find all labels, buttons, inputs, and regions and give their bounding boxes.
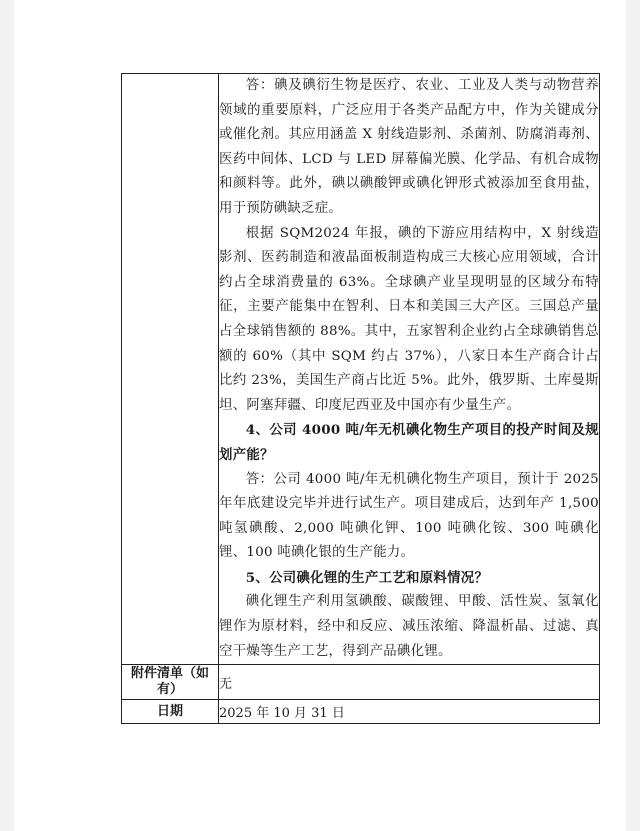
attachments-value: 无: [219, 665, 600, 700]
answer-paragraph-market: 根据 SQM2024 年报，碘的下游应用结构中，X 射线造影剂、医药制造和液晶面板制造构成三大核心应用领域，合计约占全球消费量的 63%。全球碘产业呈现明显的区域分布特征，主要产能集中在智利、日本和美国三大产区。三国总产量占全球销售额的 88%。其中，五家智利企业约占全球碘销售总额的 60%（其中 SQM 约占 37%），八家日本生产商合计占比约 23%，美国生产商占比近 5%。此外，俄罗斯、土库曼斯坦、阿塞拜疆、印度尼西亚及中国亦有少量生产。: [219, 225, 599, 413]
date-row: [122, 700, 600, 724]
question-heading-5: 5、公司碘化锂的生产工艺和原料情况？: [245, 569, 489, 586]
question-heading-4: 4、公司 4000 吨/年无机碘化物生产项目的投产时间及规划产能？: [219, 422, 599, 463]
date-value: 2025 年 10 月 31 日: [219, 700, 600, 724]
content-label-cell: [122, 74, 219, 665]
answer-paragraph-iodine-uses: 答：碘及碘衍生物是医疗、农业、工业及人类与动物营养领域的重要原料，广泛应用于各类产品配方中，作为关键成分或催化剂。其应用涵盖 X 射线造影剂、杀菌剂、防腐消毒剂、医药中间体、LCD 与 LED 屏幕偏光膜、化学品、有机合成物和颜料等。此外，碘以碘酸钾或碘化钾形式被添加至食用盐，用于预防碘缺乏症。: [219, 78, 599, 216]
document-page: [14, 0, 626, 831]
attachments-row: [122, 665, 600, 700]
content-cell: [219, 74, 600, 665]
date-label: 日期: [122, 700, 219, 724]
attachments-label: 附件清单（如有）: [122, 665, 219, 700]
info-table: [121, 73, 600, 724]
answer-paragraph-capacity: 答：公司 4000 吨/年无机碘化物生产项目，预计于 2025 年年底建设完毕并进行试生产。项目建成后，达到年产 1,500 吨氢碘酸、2,000 吨碘化钾、100 吨碘化铵、300 吨碘化锂、100 吨碘化银的生产能力。: [219, 471, 599, 561]
answer-paragraph-process: 碘化锂生产利用氢碘酸、碳酸锂、甲酸、活性炭、氢氧化锂作为原材料，经中和反应、减压浓缩、降温析晶、过滤、真空干燥等生产工艺，得到产品碘化锂。: [219, 594, 599, 659]
content-row: [122, 74, 600, 665]
